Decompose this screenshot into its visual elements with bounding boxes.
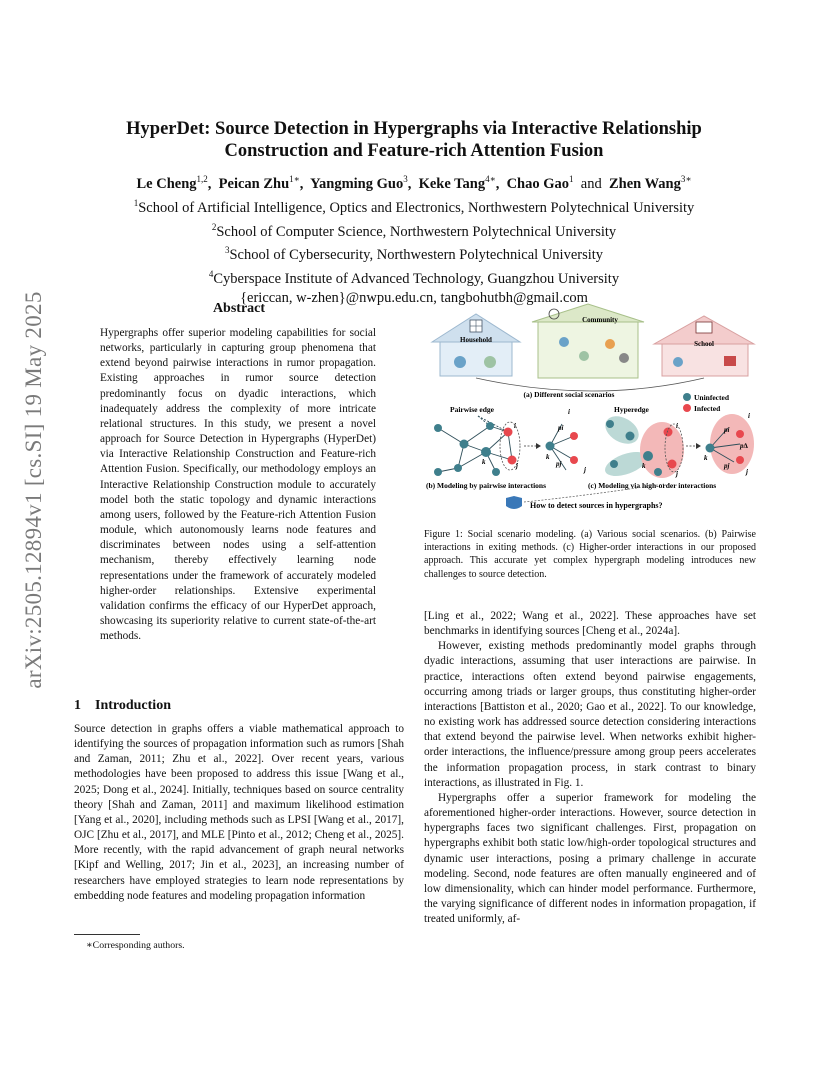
affiliation: $^2$School of Computer Science, Northwestern Polytechnical University xyxy=(211,221,617,240)
author-name: Keke Tang xyxy=(418,175,486,192)
svg-text:j: j xyxy=(746,468,748,476)
intro-paragraph: Source detection in graphs offers a viable mathematical approach to identifying the sources of propagation information such as rumors [Shah and Zaman, 2011; Zhu et al., 2022]. Over recent years, various methodologies have been proposed to address this issue [Wang et al., 2025; Dong et al., 2024]. Initially, techniques based on source centrality theory [Shah and Zaman, 2011] and maximum likelihood estimation [Yang et al., 2020], including methods such as LPSI [Wang et al., 2017], OJC [Zhu et al., 2017], and MLE [Pinto et al., 2012; Cheng et al., 2025]. More recently, with the rapid advancement of graph neural networks [Kipf and Welling, 2017; Jin et al., 2023], an increasing number of researchers have employed strategies to learn node representations by embedding node features and modeling propagation information xyxy=(74,723,404,902)
figure-question: How to detect sources in hypergraphs? xyxy=(530,501,663,510)
legend-infected-marker xyxy=(683,404,691,412)
footnote: ∗Corresponding authors. xyxy=(86,940,185,951)
emails: {ericcan, w-zhen}@nwpu.edu.cn, tangbohutbh@gmail.com xyxy=(240,290,588,307)
svg-text:pi: pi xyxy=(558,424,564,432)
figure-caption: Figure 1: Social scenario modeling. (a) Various social scenarios. (b) Pairwise interactions in exiting methods. (c) Higher-order interactions in our proposed approach. This accurate yet complex hypergraph modeling introduces new challenges to source detection. xyxy=(424,529,756,580)
legend-uninfected: Uninfected xyxy=(694,393,729,402)
svg-text:j: j xyxy=(516,462,518,470)
svg-text:pi: pi xyxy=(724,426,730,434)
caption-c: (c) Modeling via high-order interactions xyxy=(588,481,717,490)
community-house xyxy=(532,304,644,378)
svg-text:i: i xyxy=(514,422,516,430)
paragraph: Hypergraphs offer a superior framework for modeling the aforementioned higher-order interactions. However, source detection in hypergraphs faces two significant challenges. First, propagation on hypergraphs exhibit both static low/high-order topological structures and dynamic user interactions, posing a primary challenge in accurate modeling. Second, node features are often manually engineered and of low dimensionality, which can hinder model performance. Furthermore, the varying significance of different nodes in information propagation, if treated uniformly, af- xyxy=(424,791,756,926)
affiliation: $^1$School of Artificial Intelligence, Optics and Electronics, Northwestern Polytechnical University xyxy=(133,197,695,216)
svg-text:p∆: p∆ xyxy=(740,442,748,450)
svg-text:k: k xyxy=(546,453,550,461)
figure-1 xyxy=(424,300,760,520)
section-heading: 1 Introduction xyxy=(74,698,171,713)
author-block xyxy=(70,170,758,308)
school-house xyxy=(654,316,754,376)
svg-text:k: k xyxy=(642,462,646,470)
hypergraph xyxy=(600,411,684,481)
legend-infected: Infected xyxy=(694,404,721,413)
paragraph: [Ling et al., 2022; Wang et al., 2022]. These approaches have set benchmarks in identifying sources [Cheng et al., 2024a]. xyxy=(424,610,756,638)
author-name: Chao Gao xyxy=(506,175,570,192)
svg-text:pj: pj xyxy=(556,460,562,468)
caption-a: (a) Different social scenarios xyxy=(523,390,615,399)
household-label: Household xyxy=(460,336,492,344)
affiliation: $^3$School of Cybersecurity, Northwestern Polytechnical University xyxy=(224,245,604,264)
arxiv-identifier: arXiv:2505.12894v1 [cs.SI] 19 May 2025 xyxy=(21,291,46,689)
community-label: Community xyxy=(582,316,618,324)
svg-text:j: j xyxy=(584,466,586,474)
svg-text:k: k xyxy=(482,458,486,466)
svg-text:i: i xyxy=(748,412,750,420)
author-names: Le Cheng$^{1,2}$, Peican Zhu$^{1∗}$, Yangming Guo$^3$, Keke Tang$^{4∗}$, Chao Gao$^1$ and Zhen Wang$^{3∗}$ xyxy=(136,174,692,192)
shield-icon xyxy=(506,496,522,509)
svg-text:k: k xyxy=(704,454,708,462)
hyperedge-label: Hyperedge xyxy=(614,405,649,414)
svg-text:i: i xyxy=(676,422,678,430)
svg-text:i: i xyxy=(568,408,570,416)
footnote-rule xyxy=(74,934,140,935)
author-name: Peican Zhu xyxy=(218,175,290,192)
pairwise-graph xyxy=(438,416,512,472)
affiliation: $^4$Cyberspace Institute of Advanced Technology, Guangzhou University xyxy=(208,269,620,288)
legend-uninfected-marker xyxy=(683,393,691,401)
author-name: Le Cheng xyxy=(136,175,197,192)
paper-title: HyperDet: Source Detection in Hypergraphs via Interactive Relationship Construction and Feature-rich Attention Fusion xyxy=(126,119,702,161)
author-name: Zhen Wang xyxy=(608,175,681,192)
author-name: Yangming Guo xyxy=(310,175,404,192)
right-column-text xyxy=(424,609,756,927)
abstract-heading: Abstract xyxy=(212,301,266,316)
svg-text:j: j xyxy=(676,470,678,478)
household-house xyxy=(432,314,520,376)
pairwise-edge-label: Pairwise edge xyxy=(450,405,494,414)
svg-text:pj: pj xyxy=(724,462,730,470)
abstract-text: Hypergraphs offer superior modeling capabilities for social networks, particularly in capturing group phenomena that extend beyond pairwise interactions in rumor propagation. Existing approaches in rumor source detection predominantly focus on dyadic interactions, which inadequately address the complexity of more intricate relational structures. In this study, we present a novel approach for Source Detection in Hypergraphs (HyperDet) via Interactive Relationship Construction and Feature-rich Attention Fusion. Specifically, our methodology employs an Interactive Relationship Construction module to accurately model both the static topology and dynamic interactions among users, followed by the Feature-rich Attention Fusion module, which autonomously learns node features and discriminates between nodes using a self-attention mechanism, thereby effectively learning node representations under the framework of accurately modeled higher-order relationships. Extensive experimental validation confirms the efficacy of our HyperDet approach, showcasing its superiority relative to current state-of-the-art methods. xyxy=(100,327,376,643)
school-label: School xyxy=(694,340,714,348)
paragraph: However, existing methods predominantly model graphs through dyadic interactions, assuming that user interactions are pairwise. In practice, interactions often extend beyond pairwise engagements, occurring among triads or larger groups, thus constituting higher-order interactions [Battiston et al., 2020; Gao et al., 2022]. To our knowledge, no existing work has addressed source detection considering interactions that extend beyond the pairwise level. When networks exhibit higher-order interactions, the influence/pressure among group peers accelerates the information propagation process, in stark contrast to binary interactions, as illustrated in Fig. 1. xyxy=(424,640,756,789)
caption-b: (b) Modeling by pairwise interactions xyxy=(426,481,546,490)
